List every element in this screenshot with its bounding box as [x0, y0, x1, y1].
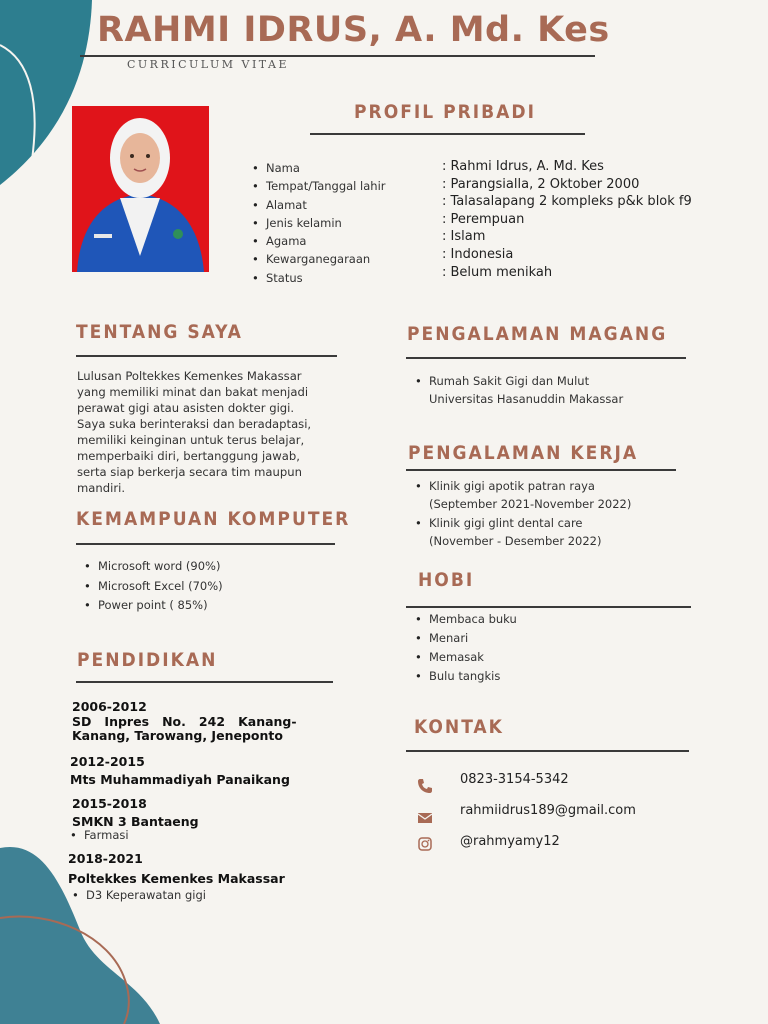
- edu-detail: • D3 Keperawatan gigi: [72, 888, 206, 902]
- tentang-line: mandiri.: [77, 481, 125, 495]
- tentang-divider: [76, 355, 337, 357]
- kerja-item: [415, 514, 631, 551]
- phone-icon: [417, 778, 433, 794]
- magang-item-line: Universitas Hasanuddin Makassar: [429, 392, 624, 406]
- profil-label-list: [252, 159, 386, 287]
- komputer-item: • Microsoft word (90%): [84, 557, 223, 577]
- instagram-icon: [417, 836, 433, 852]
- profil-value: : Rahmi Idrus, A. Md. Kes: [442, 159, 604, 174]
- edu-year: 2018-2021: [68, 851, 143, 866]
- profil-value: : Belum menikah: [442, 264, 553, 280]
- komputer-heading: KEMAMPUAN KOMPUTER: [76, 508, 351, 530]
- magang-item-line: • Rumah Sakit Gigi dan Mulut: [429, 374, 590, 388]
- kerja-item-line: (November - Desember 2022): [429, 533, 602, 548]
- profil-label: • Jenis kelamin: [252, 214, 386, 232]
- mail-icon: [417, 809, 433, 825]
- kerja-item-line: (September 2021-November 2022): [429, 497, 632, 512]
- tentang-line: perawat gigi atau asisten dokter gigi.: [77, 401, 295, 415]
- hobi-item: • Menari: [415, 629, 517, 648]
- komputer-item: • Power point ( 85%): [84, 596, 223, 616]
- edu-school: Mts Muhammadiyah Panaikang: [70, 772, 290, 787]
- profile-photo: [72, 106, 209, 272]
- tentang-line: Lulusan Poltekkes Kemenkes Makassar: [77, 369, 302, 383]
- hobi-list: [415, 610, 517, 686]
- edu-detail: • Farmasi: [70, 828, 129, 842]
- magang-list: [415, 372, 623, 408]
- profil-heading: PROFIL PRIBADI: [354, 101, 536, 123]
- edu-detail-list: [70, 828, 129, 842]
- profil-divider: [310, 133, 585, 135]
- hobi-heading: HOBI: [418, 569, 475, 591]
- name-divider: [80, 55, 595, 57]
- hobi-item: • Membaca buku: [415, 610, 517, 629]
- edu-year: 2015-2018: [72, 796, 147, 811]
- tentang-line: Saya suka berinteraksi dan beradaptasi,: [77, 417, 312, 431]
- edu-year: 2006-2012: [72, 699, 147, 714]
- tentang-heading: TENTANG SAYA: [76, 321, 243, 343]
- pendidikan-heading: PENDIDIKAN: [77, 649, 218, 671]
- tentang-line: memperbaiki diri, bertanggung jawab,: [77, 449, 300, 463]
- edu-school-line: SD Inpres No. 242 Kanang-: [72, 714, 297, 729]
- komputer-list: [84, 557, 223, 616]
- instagram-handle: @rahmyamy12: [460, 834, 560, 849]
- kontak-divider: [406, 750, 689, 752]
- edu-school: Poltekkes Kemenkes Makassar: [68, 871, 285, 886]
- profil-value: : Indonesia: [442, 246, 514, 262]
- profil-label: • Nama: [252, 159, 386, 177]
- komputer-item: • Microsoft Excel (70%): [84, 577, 223, 597]
- pendidikan-divider: [76, 681, 333, 683]
- profil-value: : Parangsialla, 2 Oktober 2000: [442, 176, 640, 192]
- kerja-item-line: • Klinik gigi glint dental care: [429, 515, 583, 530]
- hobi-item: • Memasak: [415, 648, 517, 667]
- magang-heading: PENGALAMAN MAGANG: [407, 323, 668, 345]
- profil-label: • Status: [252, 269, 386, 287]
- hobi-item: • Bulu tangkis: [415, 667, 517, 686]
- tentang-line: yang memiliki minat dan bakat menjadi: [77, 385, 309, 399]
- edu-school: SMKN 3 Bantaeng: [72, 814, 199, 829]
- tentang-paragraph: [77, 368, 347, 496]
- tentang-line: serta siap berkerja secara tim maupun: [77, 465, 302, 479]
- kontak-heading: KONTAK: [414, 716, 504, 738]
- profil-value: : Talasalapang 2 kompleks p&k blok f9: [442, 194, 692, 210]
- edu-detail-list: [72, 888, 206, 902]
- hobi-divider: [406, 606, 691, 608]
- profil-label: • Tempat/Tanggal lahir: [252, 177, 386, 195]
- edu-school-line: Kanang, Tarowang, Jeneponto: [72, 727, 283, 743]
- profil-label: • Kewarganegaraan: [252, 250, 386, 268]
- magang-divider: [406, 357, 686, 359]
- email-address: rahmiidrus189@gmail.com: [460, 803, 636, 818]
- kerja-divider: [406, 469, 676, 471]
- bottom-left-decoration: [0, 840, 200, 1024]
- kerja-item-line: • Klinik gigi apotik patran raya: [429, 479, 595, 493]
- profil-value: : Islam: [442, 229, 486, 245]
- cv-subtitle: CURRICULUM VITAE: [127, 58, 290, 71]
- edu-year: 2012-2015: [70, 754, 145, 769]
- phone-number: 0823-3154-5342: [460, 772, 569, 787]
- magang-item: [415, 372, 623, 408]
- profil-label: • Agama: [252, 232, 386, 250]
- profil-value: : Perempuan: [442, 211, 525, 227]
- edu-school: [72, 715, 317, 742]
- kerja-heading: PENGALAMAN KERJA: [408, 442, 639, 464]
- komputer-divider: [76, 543, 335, 545]
- tentang-line: memiliki keinginan untuk terus belajar,: [77, 433, 305, 447]
- profil-value-list: [442, 158, 692, 281]
- profil-label: • Alamat: [252, 196, 386, 214]
- person-name: RAHMI IDRUS, A. Md. Kes: [97, 10, 610, 50]
- kerja-item: [415, 477, 631, 514]
- kerja-list: [415, 477, 631, 550]
